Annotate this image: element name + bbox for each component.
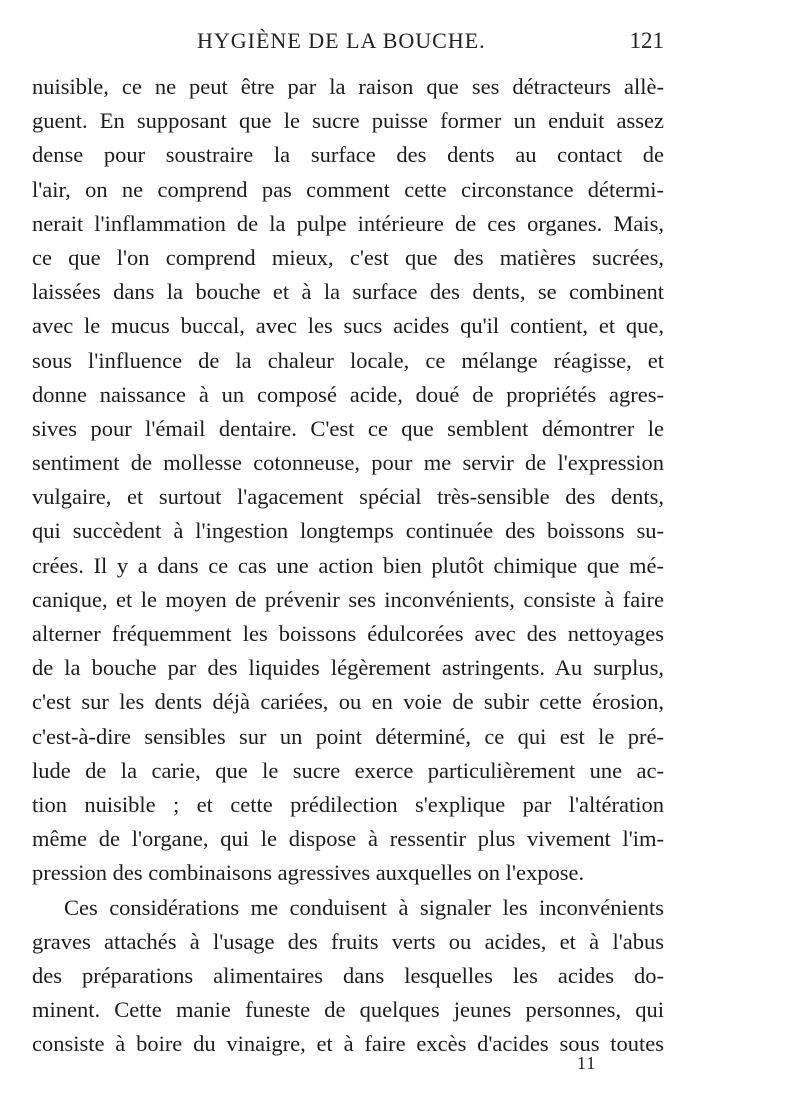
text-line: guent. En supposant que le sucre puisse former un enduit assez <box>32 108 664 134</box>
text-line: donne naissance à un composé acide, doué de propriétés agres- <box>32 381 664 407</box>
text-line: qui succèdent à l'ingestion longtemps continuée des boissons su- <box>32 518 664 544</box>
body-text <box>32 70 664 1061</box>
text-line: des préparations alimentaires dans lesquelles les acides do- <box>32 962 664 988</box>
text-line: nuisible, ce ne peut être par la raison que ses détracteurs allè- <box>32 74 664 99</box>
paragraph-1 <box>32 70 664 891</box>
page-number: 121 <box>629 28 664 53</box>
paragraph-2 <box>32 891 664 1062</box>
running-title: HYGIÈNE DE LA BOUCHE. <box>197 28 486 53</box>
text-line: c'est sur les dents déjà cariées, ou en voie de subir cette érosion, <box>32 689 664 715</box>
signature-mark: 11 <box>577 1053 597 1073</box>
text-line: ce que l'on comprend mieux, c'est que des matières sucrées, <box>32 244 664 270</box>
text-line: canique, et le moyen de prévenir ses inconvénients, consiste à faire <box>32 586 664 612</box>
text-line: dense pour soustraire la surface des dents au contact de <box>32 142 664 168</box>
text-line: lude de la carie, que le sucre exerce particulièrement une ac- <box>32 757 664 783</box>
text-line: laissées dans la bouche et à la surface des dents, se combinent <box>32 279 664 305</box>
text-line: de la bouche par des liquides légèrement astringents. Au surplus, <box>32 655 664 681</box>
text-line: l'air, on ne comprend pas comment cette circonstance détermi- <box>32 176 664 202</box>
text-line: même de l'organe, qui le dispose à ressentir plus vivement l'im- <box>32 826 664 852</box>
text-line: c'est-à-dire sensibles sur un point déterminé, ce qui est le pré- <box>32 723 664 749</box>
text-line: avec le mucus buccal, avec les sucs acides qu'il contient, et que, <box>32 313 664 339</box>
text-line: tion nuisible ; et cette prédilection s'explique par l'altération <box>32 791 664 817</box>
text-line: Ces considérations me conduisent à signaler les inconvénients <box>64 894 664 920</box>
text-line: sives pour l'émail dentaire. C'est ce que semblent démontrer le <box>32 415 664 441</box>
text-line: nerait l'inflammation de la pulpe intérieure de ces organes. Mais, <box>32 210 664 236</box>
text-line: minent. Cette manie funeste de quelques jeunes personnes, qui <box>32 997 664 1023</box>
text-line: vulgaire, et surtout l'agacement spécial très-sensible des dents, <box>32 484 664 510</box>
text-line: crées. Il y a dans ce cas une action bien plutôt chimique que mé- <box>32 552 664 578</box>
text-line: sentiment de mollesse cotonneuse, pour me servir de l'expression <box>32 450 664 476</box>
text-line: sous l'influence de la chaleur locale, ce mélange réagisse, et <box>32 347 664 373</box>
running-head <box>32 28 664 60</box>
text-line: consiste à boire du vinaigre, et à faire excès d'acides sous toutes <box>32 1031 664 1057</box>
text-line: pression des combinaisons agressives auxquelles on l'expose. <box>32 860 585 886</box>
text-line: alterner fréquemment les boissons édulcorées avec des nettoyages <box>32 621 664 646</box>
text-line: graves attachés à l'usage des fruits verts ou acides, et à l'abus <box>32 928 664 954</box>
